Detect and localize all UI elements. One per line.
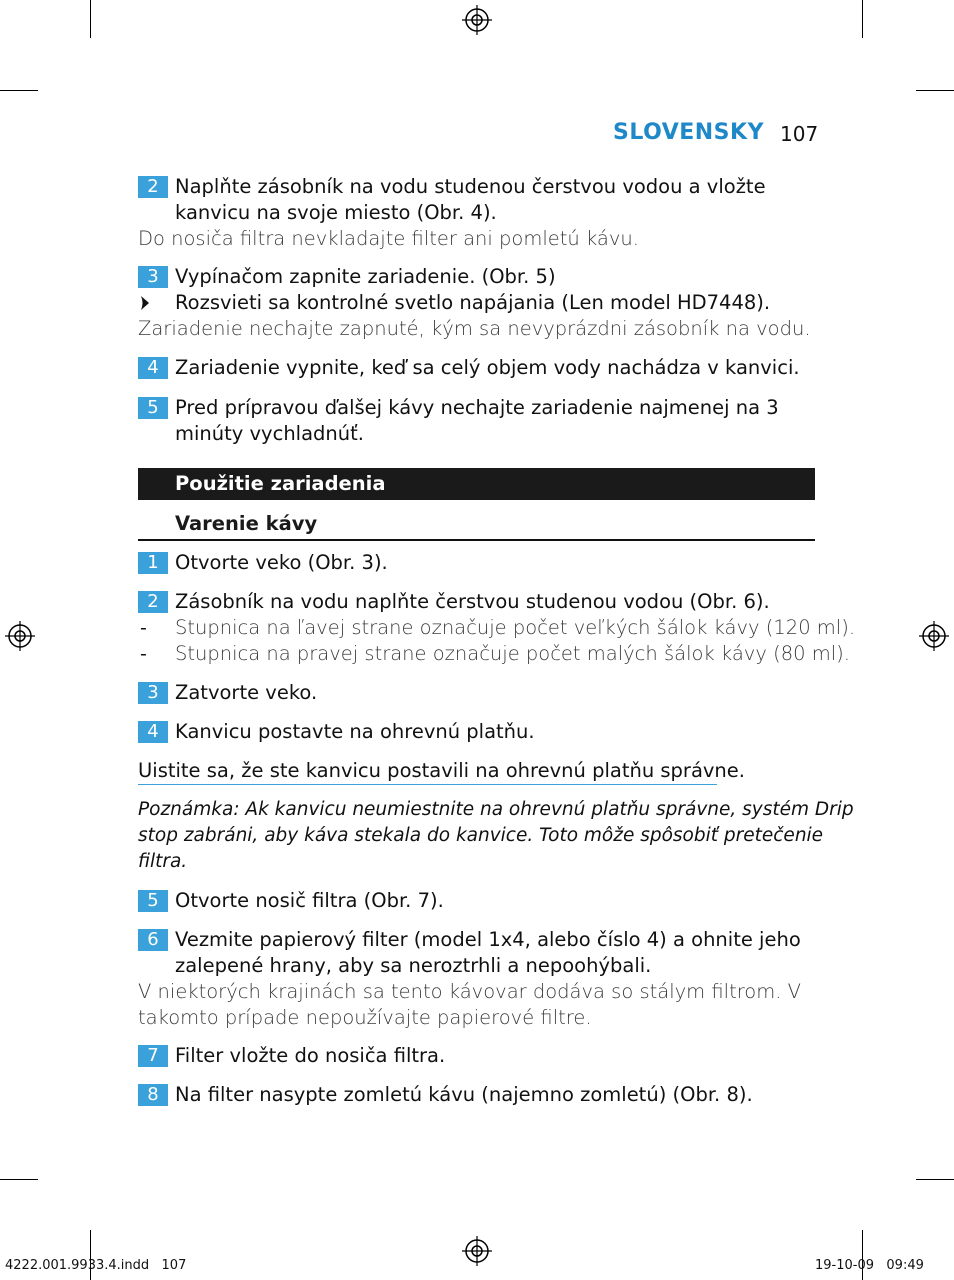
italic-note: filtra. [138,851,188,872]
step-number: 4 [138,357,168,379]
step-text: Vypínačom zapnite zariadenie. (Obr. 5) [175,265,556,288]
registration-mark-icon [919,621,949,651]
crop-mark [862,0,863,38]
step-number: 5 [138,397,168,419]
step-note: Zariadenie nechajte zapnuté, kým sa nevyprázdni zásobník na vodu. [138,317,811,340]
step-text: Otvorte veko (Obr. 3). [175,551,388,574]
step-text: Pred prípravou ďalšej kávy nechajte zariadenie najmenej na 3 [175,396,779,419]
important-note: Uistite sa, že ste kanvicu postavili na ohrevnú platňu správne. [138,759,745,782]
dash-text: Stupnica na pravej strane označuje počet malých šálok kávy (80 ml). [175,642,850,665]
dash-text: Stupnica na ľavej strane označuje počet veľkých šálok kávy (120 ml). [175,616,856,639]
section-heading [138,468,815,500]
crop-mark [0,1179,38,1180]
footer-file-info: 4222.001.9933.4.indd 107 [5,1258,187,1273]
step-text: Vezmite papierový filter (model 1x4, alebo číslo 4) a ohnite jeho [175,928,801,951]
italic-note: stop zabráni, aby káva stekala do kanvice. Toto môže spôsobiť pretečenie [138,825,824,846]
step-text: Zásobník na vodu naplňte čerstvou studenou vodou (Obr. 6). [175,590,770,613]
step-note: V niektorých krajinách sa tento kávovar dodáva so stálym filtrom. V [138,980,801,1003]
step-text: minúty vychladnúť. [175,422,364,445]
step-number: 2 [138,176,168,198]
page-number: 107 [780,122,819,146]
step-number: 4 [138,721,168,743]
registration-mark-icon [5,621,35,651]
italic-note: Poznámka: Ak kanvicu neumiestnite na ohrevnú platňu správne, systém Drip [138,799,854,820]
step-number: 3 [138,266,168,288]
subsection-rule [138,539,815,541]
crop-mark [90,0,91,38]
step-text: Naplňte zásobník na vodu studenou čerstvou vodou a vložte [175,175,766,198]
registration-mark-icon [462,1236,492,1266]
subsection-title: Varenie kávy [175,512,318,535]
step-number: 8 [138,1084,168,1106]
note-underline [138,784,717,785]
page-body [138,0,856,1200]
step-text: Kanvicu postavte na ohrevnú platňu. [175,720,535,743]
step-text: zalepené hrany, aby sa neroztrhli a nepoohýbali. [175,954,652,977]
step-note: Do nosiča filtra nevkladajte filter ani pomletú kávu. [138,227,639,250]
step-text: Na filter nasypte zomletú kávu (najemno zomletú) (Obr. 8). [175,1083,753,1106]
step-text: Zatvorte veko. [175,681,318,704]
step-number: 3 [138,682,168,704]
step-text: Filter vložte do nosiča filtra. [175,1044,446,1067]
crop-mark [0,90,38,91]
language-heading: SLOVENSKY [613,120,764,145]
step-number: 5 [138,890,168,912]
step-number: 7 [138,1045,168,1067]
dash-marker: - [140,617,147,639]
footer-datetime: 19-10-09 09:49 [815,1258,924,1273]
step-text: kanvicu na svoje miesto (Obr. 4). [175,201,497,224]
step-number: 6 [138,929,168,951]
crop-mark [916,1179,954,1180]
bullet-icon [140,295,150,311]
step-number: 2 [138,591,168,613]
crop-mark [916,90,954,91]
step-text: Zariadenie vypnite, keď sa celý objem vody nachádza v kanvici. [175,356,800,379]
step-text: Otvorte nosič filtra (Obr. 7). [175,889,444,912]
section-title: Použitie zariadenia [175,472,386,495]
bullet-text: Rozsvieti sa kontrolné svetlo napájania (Len model HD7448). [175,291,771,314]
dash-marker: - [140,643,147,665]
step-number: 1 [138,552,168,574]
step-note: takomto prípade nepoužívajte papierové filtre. [138,1006,592,1029]
